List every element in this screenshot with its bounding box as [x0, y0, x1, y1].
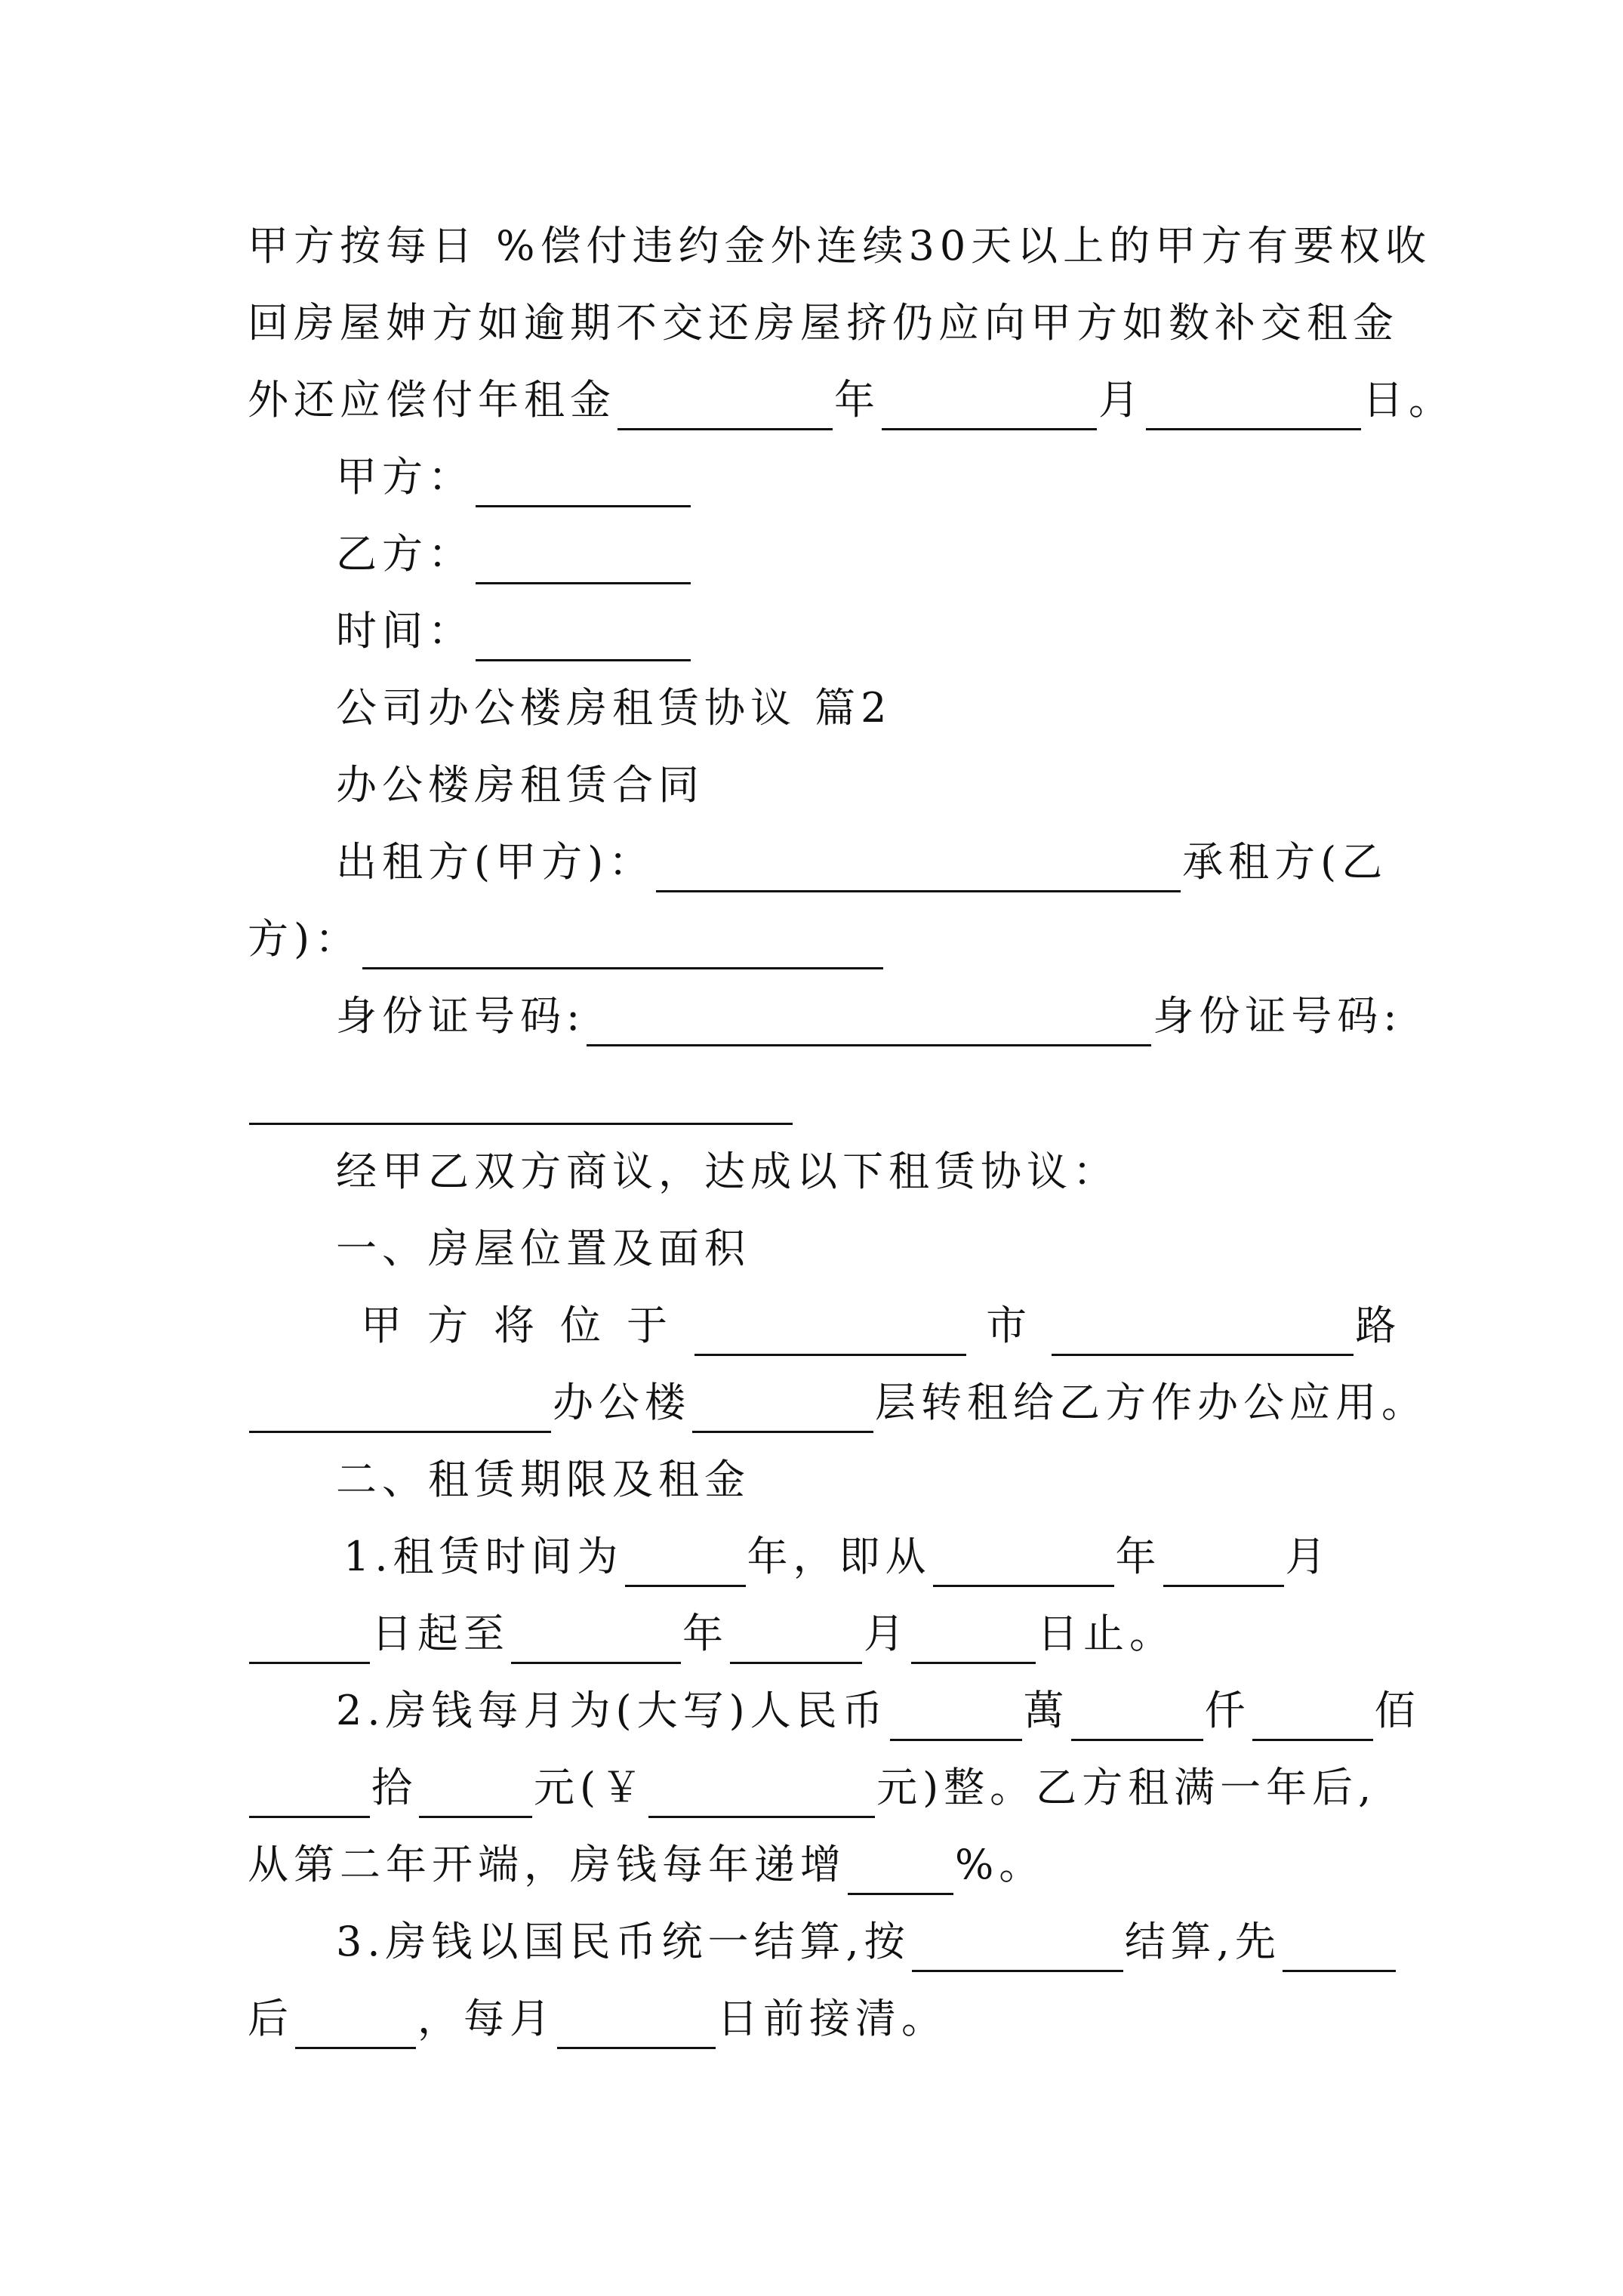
blank-lessee — [362, 920, 883, 969]
blank-ten — [249, 1769, 370, 1818]
article-2-p2-line-2: 拾 元(￥ 元)整。乙方租满一年后, — [248, 1758, 1425, 1818]
blank-settlement-period — [912, 1923, 1123, 1972]
article-2-p3-line-2: 后 ，每月 日前接清。 — [248, 1989, 1425, 2049]
blank-yuan — [419, 1769, 532, 1818]
penalty-line-1: 甲方按每日 %偿付违约金外连续30天以上的甲方有要权收 — [248, 222, 1432, 270]
blank-end-year — [511, 1615, 681, 1664]
blank-day-value — [1146, 381, 1361, 430]
blank-party-a — [476, 458, 691, 507]
blank-id-lessee — [249, 1076, 793, 1125]
article-2-p3-line-1: 3.房钱以国民币统一结算,按 结算,先 — [336, 1912, 1514, 1972]
lessor-line: 出租方(甲方)： 承租方(乙 — [336, 832, 1514, 892]
blank-time — [476, 612, 691, 661]
blank-thousand — [1071, 1692, 1203, 1741]
blank-location-area — [694, 1307, 966, 1356]
blank-yuan-numeric — [648, 1769, 875, 1818]
blank-pay-day — [557, 2000, 716, 2049]
blank-use-after — [295, 2000, 416, 2049]
article-1-line-1: 甲方将位于 市 路 — [361, 1296, 1538, 1356]
blank-end-day — [911, 1615, 1036, 1664]
lessee-line: 方)： — [248, 909, 1425, 969]
intro-line: 经甲乙双方商议，达成以下租赁协议： — [336, 1148, 1119, 1195]
article-1-heading: 一、房屋位置及面积 — [336, 1225, 750, 1272]
blank-id-lessor — [587, 997, 1151, 1046]
penalty-line-2: 回房屋妽方如逾期不交还房屋挤仍应向甲方如数补交租金 — [248, 299, 1399, 347]
blank-lessor — [656, 843, 1181, 892]
id-number-line-2 — [248, 1065, 1425, 1125]
signature-party-b: 乙方： — [336, 524, 1514, 584]
blank-party-b — [476, 535, 691, 584]
article-2-p1-line-1: 1.租赁时间为 年，即从 年 月 — [343, 1527, 1521, 1587]
blank-start-year — [933, 1538, 1114, 1587]
section-title: 公司办公楼房租赁协议 篇2 — [336, 684, 892, 732]
signature-time: 时间： — [336, 601, 1514, 661]
blank-road — [249, 1384, 551, 1433]
article-1-line-2: 办公楼 层转租给乙方作办公应用。 — [248, 1373, 1425, 1433]
signature-party-a: 甲方： — [336, 447, 1514, 507]
contract-title: 办公楼房租赁合同 — [336, 761, 704, 809]
blank-city — [1052, 1307, 1354, 1356]
article-2-p2-line-1: 2.房钱每月为(大写)人民币 萬 仟 佰 — [336, 1681, 1514, 1741]
blank-floor — [692, 1384, 873, 1433]
blank-hundred — [1252, 1692, 1373, 1741]
blank-end-month — [730, 1615, 862, 1664]
blank-ten-thousand — [890, 1692, 1022, 1741]
penalty-line-3: 外还应偿付年租金 年 月 日。 — [248, 370, 1425, 430]
blank-start-month — [1163, 1538, 1284, 1587]
article-2-p2-line-3: 从第二年开端，房钱每年递增 %。 — [248, 1835, 1425, 1895]
id-number-line: 身份证号码: 身份证号码: — [336, 986, 1514, 1046]
blank-amount — [617, 381, 833, 430]
blank-month-value — [882, 381, 1097, 430]
blank-increase-percent — [848, 1846, 953, 1895]
blank-pay-first — [1283, 1923, 1396, 1972]
blank-years — [625, 1538, 746, 1587]
article-2-heading: 二、租赁期限及租金 — [336, 1456, 750, 1503]
blank-start-day — [249, 1615, 370, 1664]
article-2-p1-line-2: 日起至 年 月 日止。 — [248, 1604, 1425, 1664]
